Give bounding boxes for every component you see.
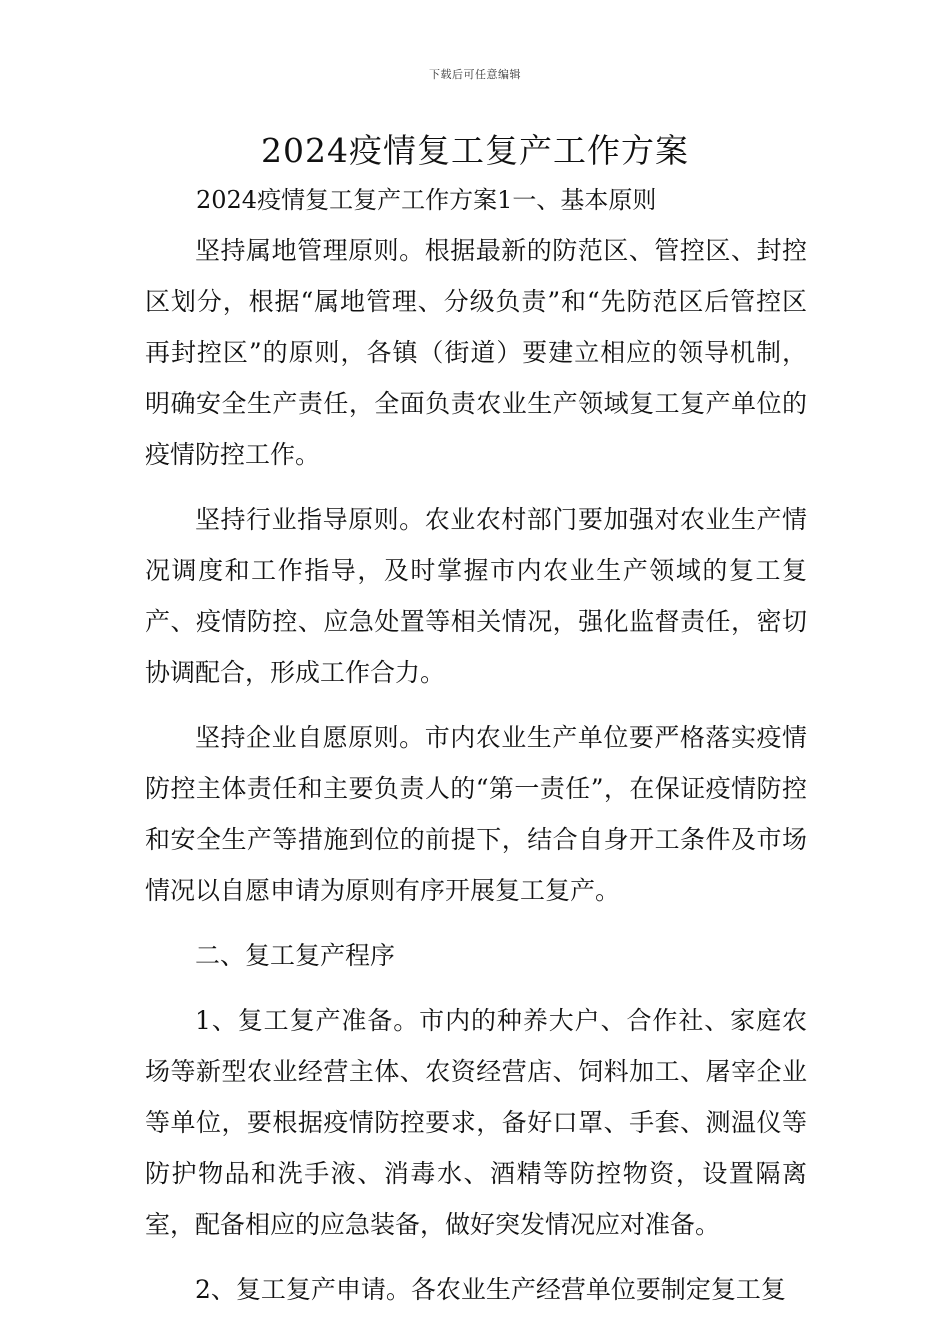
document-subtitle: 2024疫情复工复产工作方案1一、基本原则 [196,186,657,214]
header-note: 下载后可任意编辑 [429,68,521,81]
document-title: 2024疫情复工复产工作方案 [261,131,689,170]
paragraph-voluntary-principle: 坚持企业自愿原则。市内农业生产单位要严格落实疫情防控主体责任和主要负责人的“第一责任”，在保证疫情防控和安全生产等措施到位的前提下，结合自身开工条件及市场情况以自愿申请为原则有序开展复工复产。 [145,723,807,905]
document-body [145,225,807,1315]
paragraph-industry-guidance: 坚持行业指导原则。农业农村部门要加强对农业生产情况调度和工作指导，及时掌握市内农业生产领域的复工复产、疫情防控、应急处置等相关情况，强化监督责任，密切协调配合，形成工作合力。 [145,505,807,687]
paragraph-preparation: 1、复工复产准备。市内的种养大户、合作社、家庭农场等新型农业经营主体、农资经营店、饲料加工、屠宰企业等单位，要根据疫情防控要求，备好口罩、手套、测温仪等防护物品和洗手液、消毒水、酒精等防控物资，设置隔离室，配备相应的应急装备，做好突发情况应对准备。 [145,1006,807,1239]
paragraph-territorial-principle: 坚持属地管理原则。根据最新的防范区、管控区、封控区划分，根据“属地管理、分级负责”和“先防范区后管控区再封控区”的原则，各镇（街道）要建立相应的领导机制，明确安全生产责任，全面负责农业生产领域复工复产单位的疫情防控工作。 [145,236,807,469]
section-heading-procedure: 二、复工复产程序 [195,941,396,970]
paragraph-application: 2、复工复产申请。各农业生产经营单位要制定复工复 [195,1275,786,1304]
